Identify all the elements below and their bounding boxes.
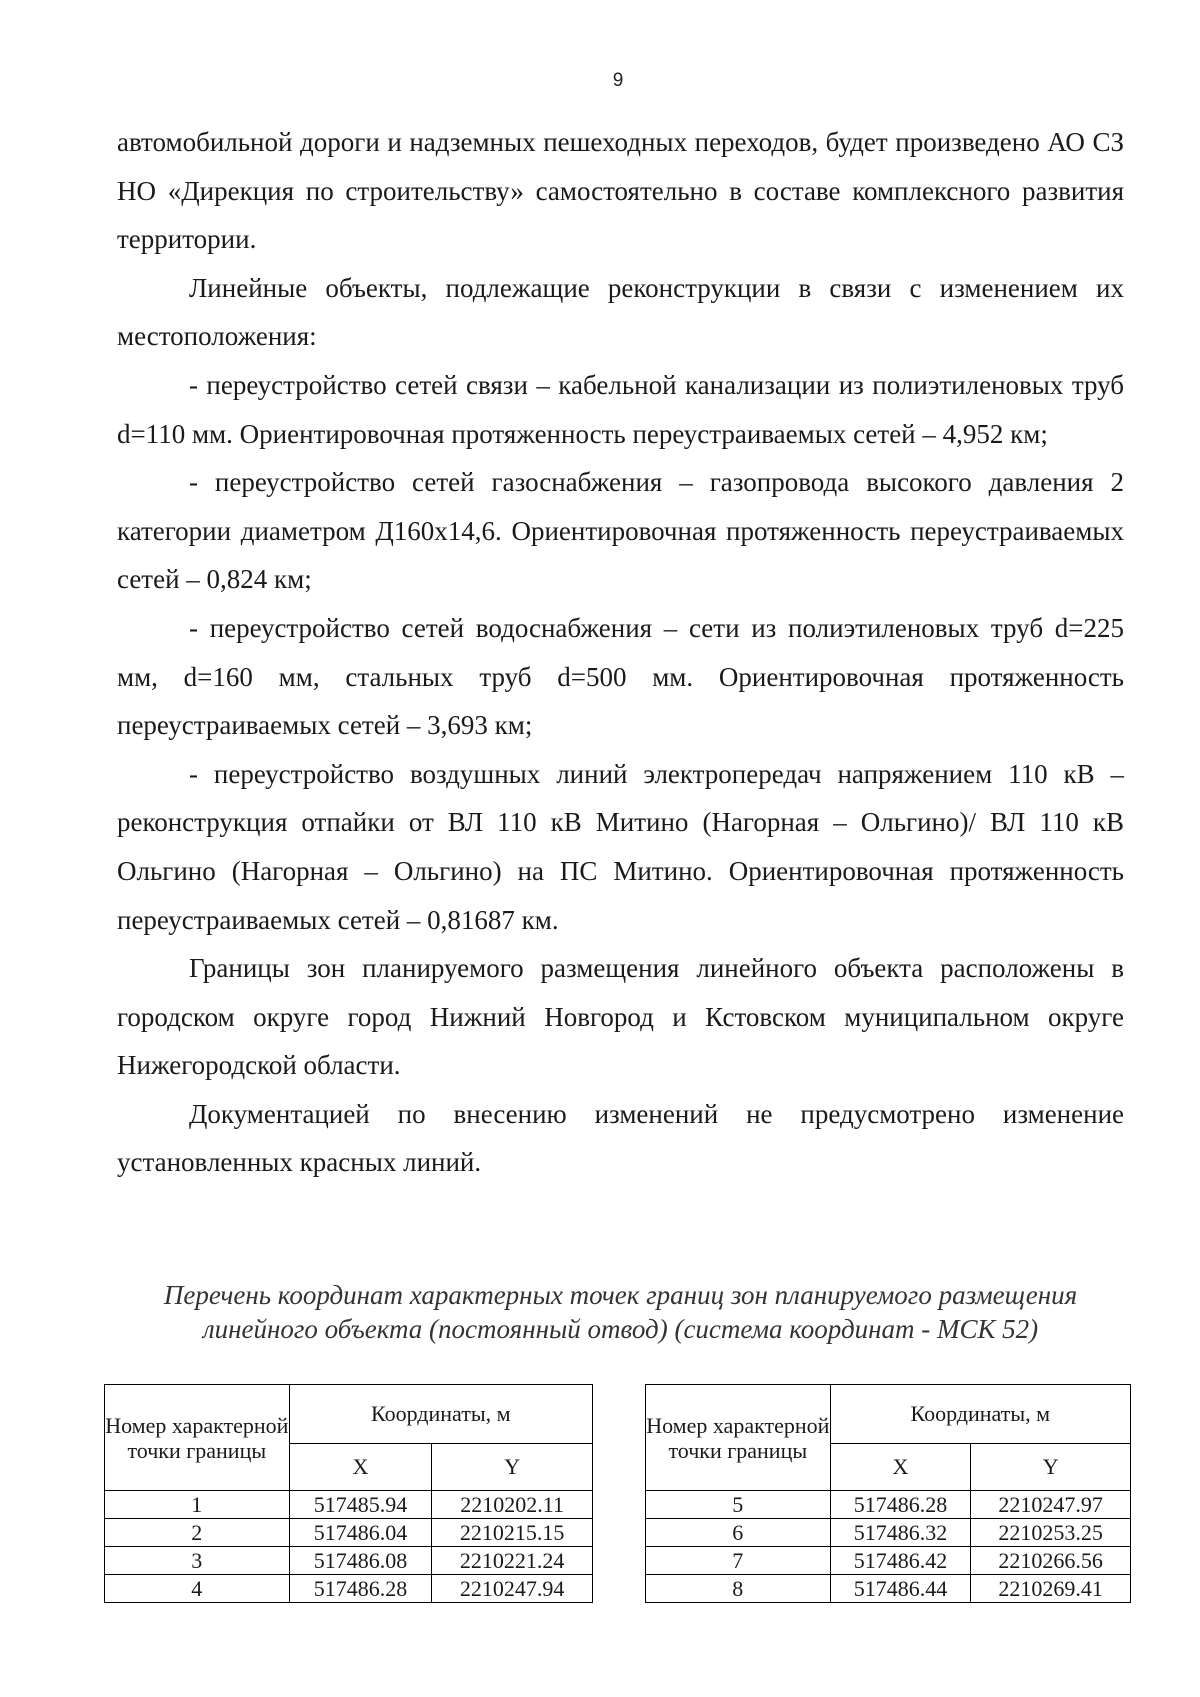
point-number-cell: 7 [646,1547,831,1575]
header-x: X [830,1443,971,1490]
paragraph: автомобильной дороги и надземных пешеходных переходов, будет произведено АО СЗ НО «Дирекция по строительству» самостоятельно в составе комплексного развития территории. [117,127,1124,255]
header-point-number: Номер характерной точки границы [646,1385,831,1491]
point-number-cell: 3 [105,1547,290,1575]
paragraph: - переустройство воздушных линий электропередач напряжением 110 кВ – реконструкция отпайки от ВЛ 110 кВ Митино (Нагорная – Ольгино)/ ВЛ 110 кВ Ольгино (Нагорная – Ольгино) на ПС Митино. Ориентировочная протяженность переустраиваемых сетей – 0,81687 км. [117,758,1124,935]
table-caption [117,1278,1124,1346]
table-caption-line: Перечень координат характерных точек границ зон планируемого размещения [163,1280,1078,1310]
y-cell: 2210215.15 [432,1519,593,1547]
y-cell: 2210266.56 [971,1547,1131,1575]
table-row [105,1519,593,1547]
point-number-cell: 6 [646,1519,831,1547]
table-row [646,1519,1131,1547]
paragraph: Документацией по внесению изменений не предусмотрено изменение установленных красных линий. [117,1098,1124,1178]
table-caption-line: линейного объекта (постоянный отвод) (система координат - МСК 52) [202,1314,1039,1344]
point-number-cell: 5 [646,1491,831,1519]
paragraph: - переустройство сетей связи – кабельной канализации из полиэтиленовых труб d=110 мм. Ориентировочная протяженность переустраиваемых сетей – 4,952 км; [117,369,1124,449]
x-cell: 517486.04 [289,1519,432,1547]
x-cell: 517486.28 [289,1575,432,1603]
header-point-number: Номер характерной точки границы [105,1385,290,1491]
y-cell: 2210269.41 [971,1575,1131,1603]
table-row [646,1491,1131,1519]
paragraph: - переустройство сетей водоснабжения – сети из полиэтиленовых труб d=225 мм, d=160 мм, стальных труб d=500 мм. Ориентировочная протяженность переустраиваемых сетей – 3,693 км; [117,612,1124,741]
paragraph: Границы зон планируемого размещения линейного объекта расположены в городском округе город Нижний Новгород и Кстовском муниципальном округе Нижегородской области. [117,953,1124,1081]
coordinates-table-left [104,1384,593,1603]
y-cell: 2210202.11 [432,1491,593,1519]
page-number: 9 [612,70,624,91]
y-cell: 2210253.25 [971,1519,1131,1547]
header-coordinates: Координаты, м [830,1385,1130,1444]
paragraph: - переустройство сетей газоснабжения – газопровода высокого давления 2 категории диаметром Д160х14,6. Ориентировочная протяженность переустраиваемых сетей – 0,824 км; [117,467,1124,595]
point-number-cell: 1 [105,1491,290,1519]
y-cell: 2210221.24 [432,1547,593,1575]
header-y: Y [971,1443,1131,1490]
y-cell: 2210247.97 [971,1491,1131,1519]
table-row [105,1575,593,1603]
x-cell: 517486.42 [830,1547,971,1575]
table-row [105,1547,593,1575]
point-number-cell: 8 [646,1575,831,1603]
header-coordinates: Координаты, м [289,1385,592,1444]
coordinates-table-right [645,1384,1131,1603]
paragraph: Линейные объекты, подлежащие реконструкции в связи с изменением их местоположения: [117,272,1124,352]
header-y: Y [432,1443,593,1490]
x-cell: 517486.44 [830,1575,971,1603]
table-row [646,1547,1131,1575]
y-cell: 2210247.94 [432,1575,593,1603]
x-cell: 517485.94 [289,1491,432,1519]
table-row [646,1575,1131,1603]
point-number-cell: 2 [105,1519,290,1547]
point-number-cell: 4 [105,1575,290,1603]
x-cell: 517486.08 [289,1547,432,1575]
header-x: X [289,1443,432,1490]
body-text [117,118,1124,1187]
x-cell: 517486.28 [830,1491,971,1519]
x-cell: 517486.32 [830,1519,971,1547]
table-row [105,1491,593,1519]
